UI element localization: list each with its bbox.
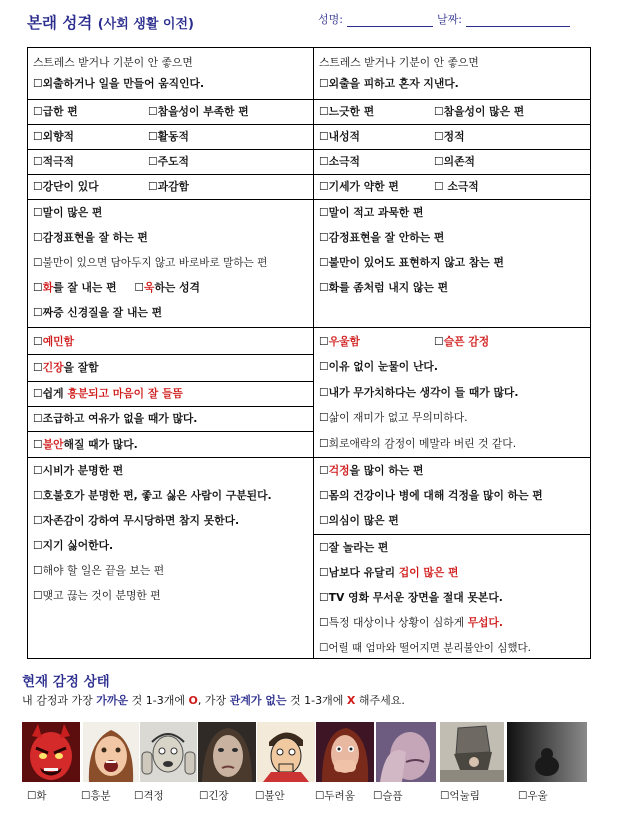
row-calm (314, 100, 590, 125)
checkbox-anger-box[interactable]: ☐ (33, 281, 43, 294)
worry-cell (314, 458, 590, 535)
checkbox-emotion-tension[interactable]: ☐긴장 (199, 790, 229, 802)
stress-response-cell-right (314, 48, 590, 100)
reserved-cell (314, 200, 590, 328)
title-subtitle: (사회 생활 이전) (97, 17, 194, 32)
checkbox-active[interactable]: ☐활동적 (148, 130, 189, 143)
row-excited (28, 382, 313, 407)
worry-text: 을 많이 하는 편 (349, 464, 424, 477)
anger-text: 를 잘 내는 편 (53, 281, 117, 294)
excited-face-icon (83, 722, 139, 782)
keyword-phobia: 무섭다. (467, 616, 503, 629)
checkbox-clear-cut[interactable]: ☐맺고 끊는 것이 분명한 편 (33, 589, 161, 602)
name-label: 성명: (318, 13, 343, 26)
checkbox-numb[interactable]: ☐희로애락의 감정이 메말라 버린 것 같다. (319, 437, 517, 450)
keyword-anger: 화 (42, 281, 54, 294)
checkbox-hates-losing[interactable]: ☐지기 싫어한다. (33, 539, 114, 552)
keyword-depressed: 우울함 (328, 335, 360, 348)
checkbox-tears[interactable]: ☐이유 없이 눈물이 난다. (319, 360, 438, 373)
checkbox-extrovert[interactable]: ☐외향적 (33, 130, 74, 143)
checkbox-rushed[interactable]: ☐조급하고 여유가 없을 때가 많다. (33, 412, 198, 425)
checkbox-emotion-fear[interactable]: ☐두려움 (315, 790, 355, 802)
checkbox-easily-startled[interactable]: ☐잘 놀라는 편 (319, 541, 389, 554)
row-extrovert (28, 125, 313, 150)
checkbox-emotion-oppression[interactable]: ☐억눌림 (440, 790, 480, 802)
checkbox-excited[interactable]: ☐쉽게 (33, 387, 68, 400)
row-anxious (28, 432, 313, 458)
checkbox-talkative[interactable]: ☐말이 많은 편 (33, 206, 103, 219)
checkbox-introvert[interactable]: ☐내성적 (319, 130, 360, 143)
date-blank[interactable] (466, 13, 570, 27)
checkbox-passive-2[interactable]: ☐ 소극적 (434, 180, 479, 193)
outgoing-column (28, 48, 314, 658)
checkbox-quiet[interactable]: ☐말이 적고 과묵한 편 (319, 206, 424, 219)
keyword-sad: 슬픈 감정 (443, 335, 490, 348)
row-weak (314, 175, 590, 200)
instr-part7: 해주세요. (355, 694, 405, 707)
checkbox-separation-anxiety[interactable]: ☐어릴 때 엄마와 떨어지면 분리불안이 심했다. (319, 642, 532, 654)
checkbox-worry[interactable]: ☐ (319, 464, 329, 477)
checkbox-rarely-angry[interactable]: ☐화를 좀처럼 내지 않는 편 (319, 281, 449, 294)
anxiety-image[interactable] (257, 722, 315, 782)
checkbox-emotion-sadness[interactable]: ☐슬픔 (373, 790, 403, 802)
checkbox-patient[interactable]: ☐참을성이 많은 편 (434, 105, 525, 118)
checkbox-phobia[interactable]: ☐특정 대상이나 상황이 심하게 (319, 616, 468, 629)
current-state-instruction (22, 692, 405, 708)
anxious-cartoon-icon (257, 722, 315, 782)
keyword-tense: 긴장 (42, 361, 64, 374)
tension-image[interactable] (198, 722, 256, 782)
instr-x-mark: X (346, 694, 356, 707)
instr-part4: , 가장 (197, 694, 230, 707)
tense-face-icon (198, 722, 256, 782)
checkbox-unexpressive[interactable]: ☐감정표현을 잘 안하는 편 (319, 231, 445, 244)
anxious-text: 해질 때가 많다. (63, 438, 138, 451)
fearful-face-icon (316, 722, 374, 782)
checkbox-static[interactable]: ☐정적 (434, 130, 465, 143)
checkbox-go-out[interactable]: ☐외출하거나 일을 만들어 움직인다. (33, 77, 205, 90)
row-introvert (314, 125, 590, 150)
checkbox-weak-spirit[interactable]: ☐기세가 약한 편 (319, 180, 399, 193)
checkbox-emotion-depression[interactable]: ☐우울 (518, 790, 548, 802)
checkbox-meaningless[interactable]: ☐삶이 재미가 없고 무의미하다. (319, 411, 468, 424)
oppression-image[interactable] (440, 722, 504, 782)
row-passive (314, 150, 590, 175)
checkbox-emotion-passion[interactable]: ☐격정 (134, 790, 164, 802)
checkbox-impatient[interactable]: ☐참을성이 부족한 편 (148, 105, 249, 118)
keyword-excited: 흥분되고 마음이 잘 들뜸 (67, 387, 183, 400)
checkbox-scary-scenes[interactable]: ☐TV 영화 무서운 장면을 절대 못본다. (319, 591, 503, 604)
name-field[interactable] (318, 11, 433, 27)
instr-part1: 내 감정과 가장 (22, 694, 97, 707)
checkbox-finishes-tasks[interactable]: ☐해야 할 일은 끝을 보는 편 (33, 564, 165, 577)
checkbox-stay-alone[interactable]: ☐외출을 피하고 혼자 지낸다. (319, 77, 459, 90)
row-sensitive (28, 328, 313, 355)
stress-response-cell (28, 48, 313, 100)
name-blank[interactable] (347, 13, 433, 27)
expressive-cell (28, 200, 313, 328)
current-state-title: 현재 감정 상태 (22, 674, 110, 690)
checkbox-leading[interactable]: ☐주도적 (148, 155, 189, 168)
title-main: 본래 성격 (27, 14, 93, 32)
instr-closest: 가까운 (96, 694, 129, 707)
checkbox-emotion-excitement[interactable]: ☐흥분 (81, 790, 111, 802)
stressed-cartoon-icon (140, 722, 197, 782)
checkbox-irritable[interactable]: ☐짜증 신경질을 잘 내는 편 (33, 306, 163, 319)
checkbox-expressive[interactable]: ☐감정표현을 잘 하는 편 (33, 231, 148, 244)
sadness-image[interactable] (376, 722, 436, 782)
checkbox-health-worry[interactable]: ☐몸의 건강이나 병에 대해 걱정을 많이 하는 편 (319, 489, 543, 502)
checkbox-emotion-anxiety[interactable]: ☐불안 (255, 790, 285, 802)
sad-face-icon (376, 722, 436, 782)
depression-cell (314, 328, 590, 458)
checkbox-speaks-up[interactable]: ☐불만이 있으면 담아두지 않고 바로바로 말하는 편 (33, 257, 268, 269)
keyword-anxious: 불안 (42, 438, 64, 451)
date-label: 날짜: (437, 13, 462, 26)
instr-part6: 것 1-3개에 (286, 694, 347, 707)
row-tense (28, 355, 313, 382)
checkbox-anxious[interactable]: ☐ (33, 438, 43, 451)
checkbox-hasty[interactable]: ☐급한 편 (33, 105, 78, 118)
checkbox-sensitive[interactable]: ☐ (33, 335, 43, 348)
fear-image[interactable] (316, 722, 374, 782)
keyword-hot-temper: 욱 (144, 281, 155, 294)
excitement-image[interactable] (83, 722, 139, 782)
tense-text: 을 잘함 (63, 361, 99, 374)
instr-unrelated: 관계가 없는 (229, 694, 287, 707)
checkbox-proactive[interactable]: ☐적극적 (33, 155, 74, 168)
introvert-column (314, 48, 590, 658)
date-field[interactable] (437, 11, 570, 27)
keyword-worry: 걱정 (328, 464, 350, 477)
passion-image[interactable] (140, 722, 197, 782)
keyword-sensitive: 예민함 (42, 335, 74, 348)
checkbox-bold[interactable]: ☐과감함 (148, 180, 189, 193)
crushed-person-icon (440, 722, 504, 782)
instr-part3: 것 1-3개에 (128, 694, 189, 707)
emotion-photo-strip (22, 722, 587, 782)
row-resolute (28, 175, 313, 200)
stress-intro: 스트레스 받거나 기분이 안 좋으면 (33, 56, 193, 69)
checkbox-right-wrong[interactable]: ☐시비가 분명한 편 (33, 464, 124, 477)
checkbox-tense[interactable]: ☐ (33, 361, 43, 374)
checkbox-self-esteem[interactable]: ☐자존감이 강하여 무시당하면 참지 못한다. (33, 514, 240, 527)
checkbox-sad[interactable]: ☐ (434, 335, 444, 348)
checkbox-worthless[interactable]: ☐내가 무가치하다는 생각이 들 때가 많다. (319, 386, 519, 399)
instr-o-mark: O (188, 694, 198, 707)
row-rushed (28, 407, 313, 432)
checkbox-hot-temper-box[interactable]: ☐ (134, 281, 145, 294)
anger-image[interactable] (22, 722, 80, 782)
checkbox-dependent[interactable]: ☐의존적 (434, 155, 475, 168)
checkbox-likes-dislikes[interactable]: ☐호불호가 분명한 편, 좋고 싫은 사람이 구분된다. (33, 489, 272, 502)
fear-cell (314, 535, 590, 660)
checkbox-fearful[interactable]: ☐남보다 유달리 (319, 566, 399, 579)
personality-table (27, 47, 591, 659)
depressed-figure-icon (507, 722, 587, 782)
checkbox-emotion-anger[interactable]: ☐화 (27, 790, 47, 802)
checkbox-relaxed[interactable]: ☐느긋한 편 (319, 105, 375, 118)
row-proactive (28, 150, 313, 175)
principled-cell (28, 458, 313, 660)
checkbox-passive[interactable]: ☐소극적 (319, 155, 360, 168)
checkbox-resolute[interactable]: ☐강단이 있다 (33, 180, 99, 193)
stress-intro-right: 스트레스 받거나 기분이 안 좋으면 (319, 56, 479, 69)
keyword-fearful: 겁이 많은 편 (398, 566, 459, 579)
checkbox-holds-back[interactable]: ☐불만이 있어도 표현하지 않고 참는 편 (319, 256, 504, 269)
checkbox-suspicious[interactable]: ☐의심이 많은 편 (319, 514, 399, 527)
anger-face-icon (22, 722, 80, 782)
checkbox-depressed[interactable]: ☐ (319, 335, 329, 348)
depression-image[interactable] (507, 722, 587, 782)
row-temper (28, 100, 313, 125)
page-title (27, 11, 194, 33)
hot-temper-text: 하는 성격 (154, 281, 200, 294)
